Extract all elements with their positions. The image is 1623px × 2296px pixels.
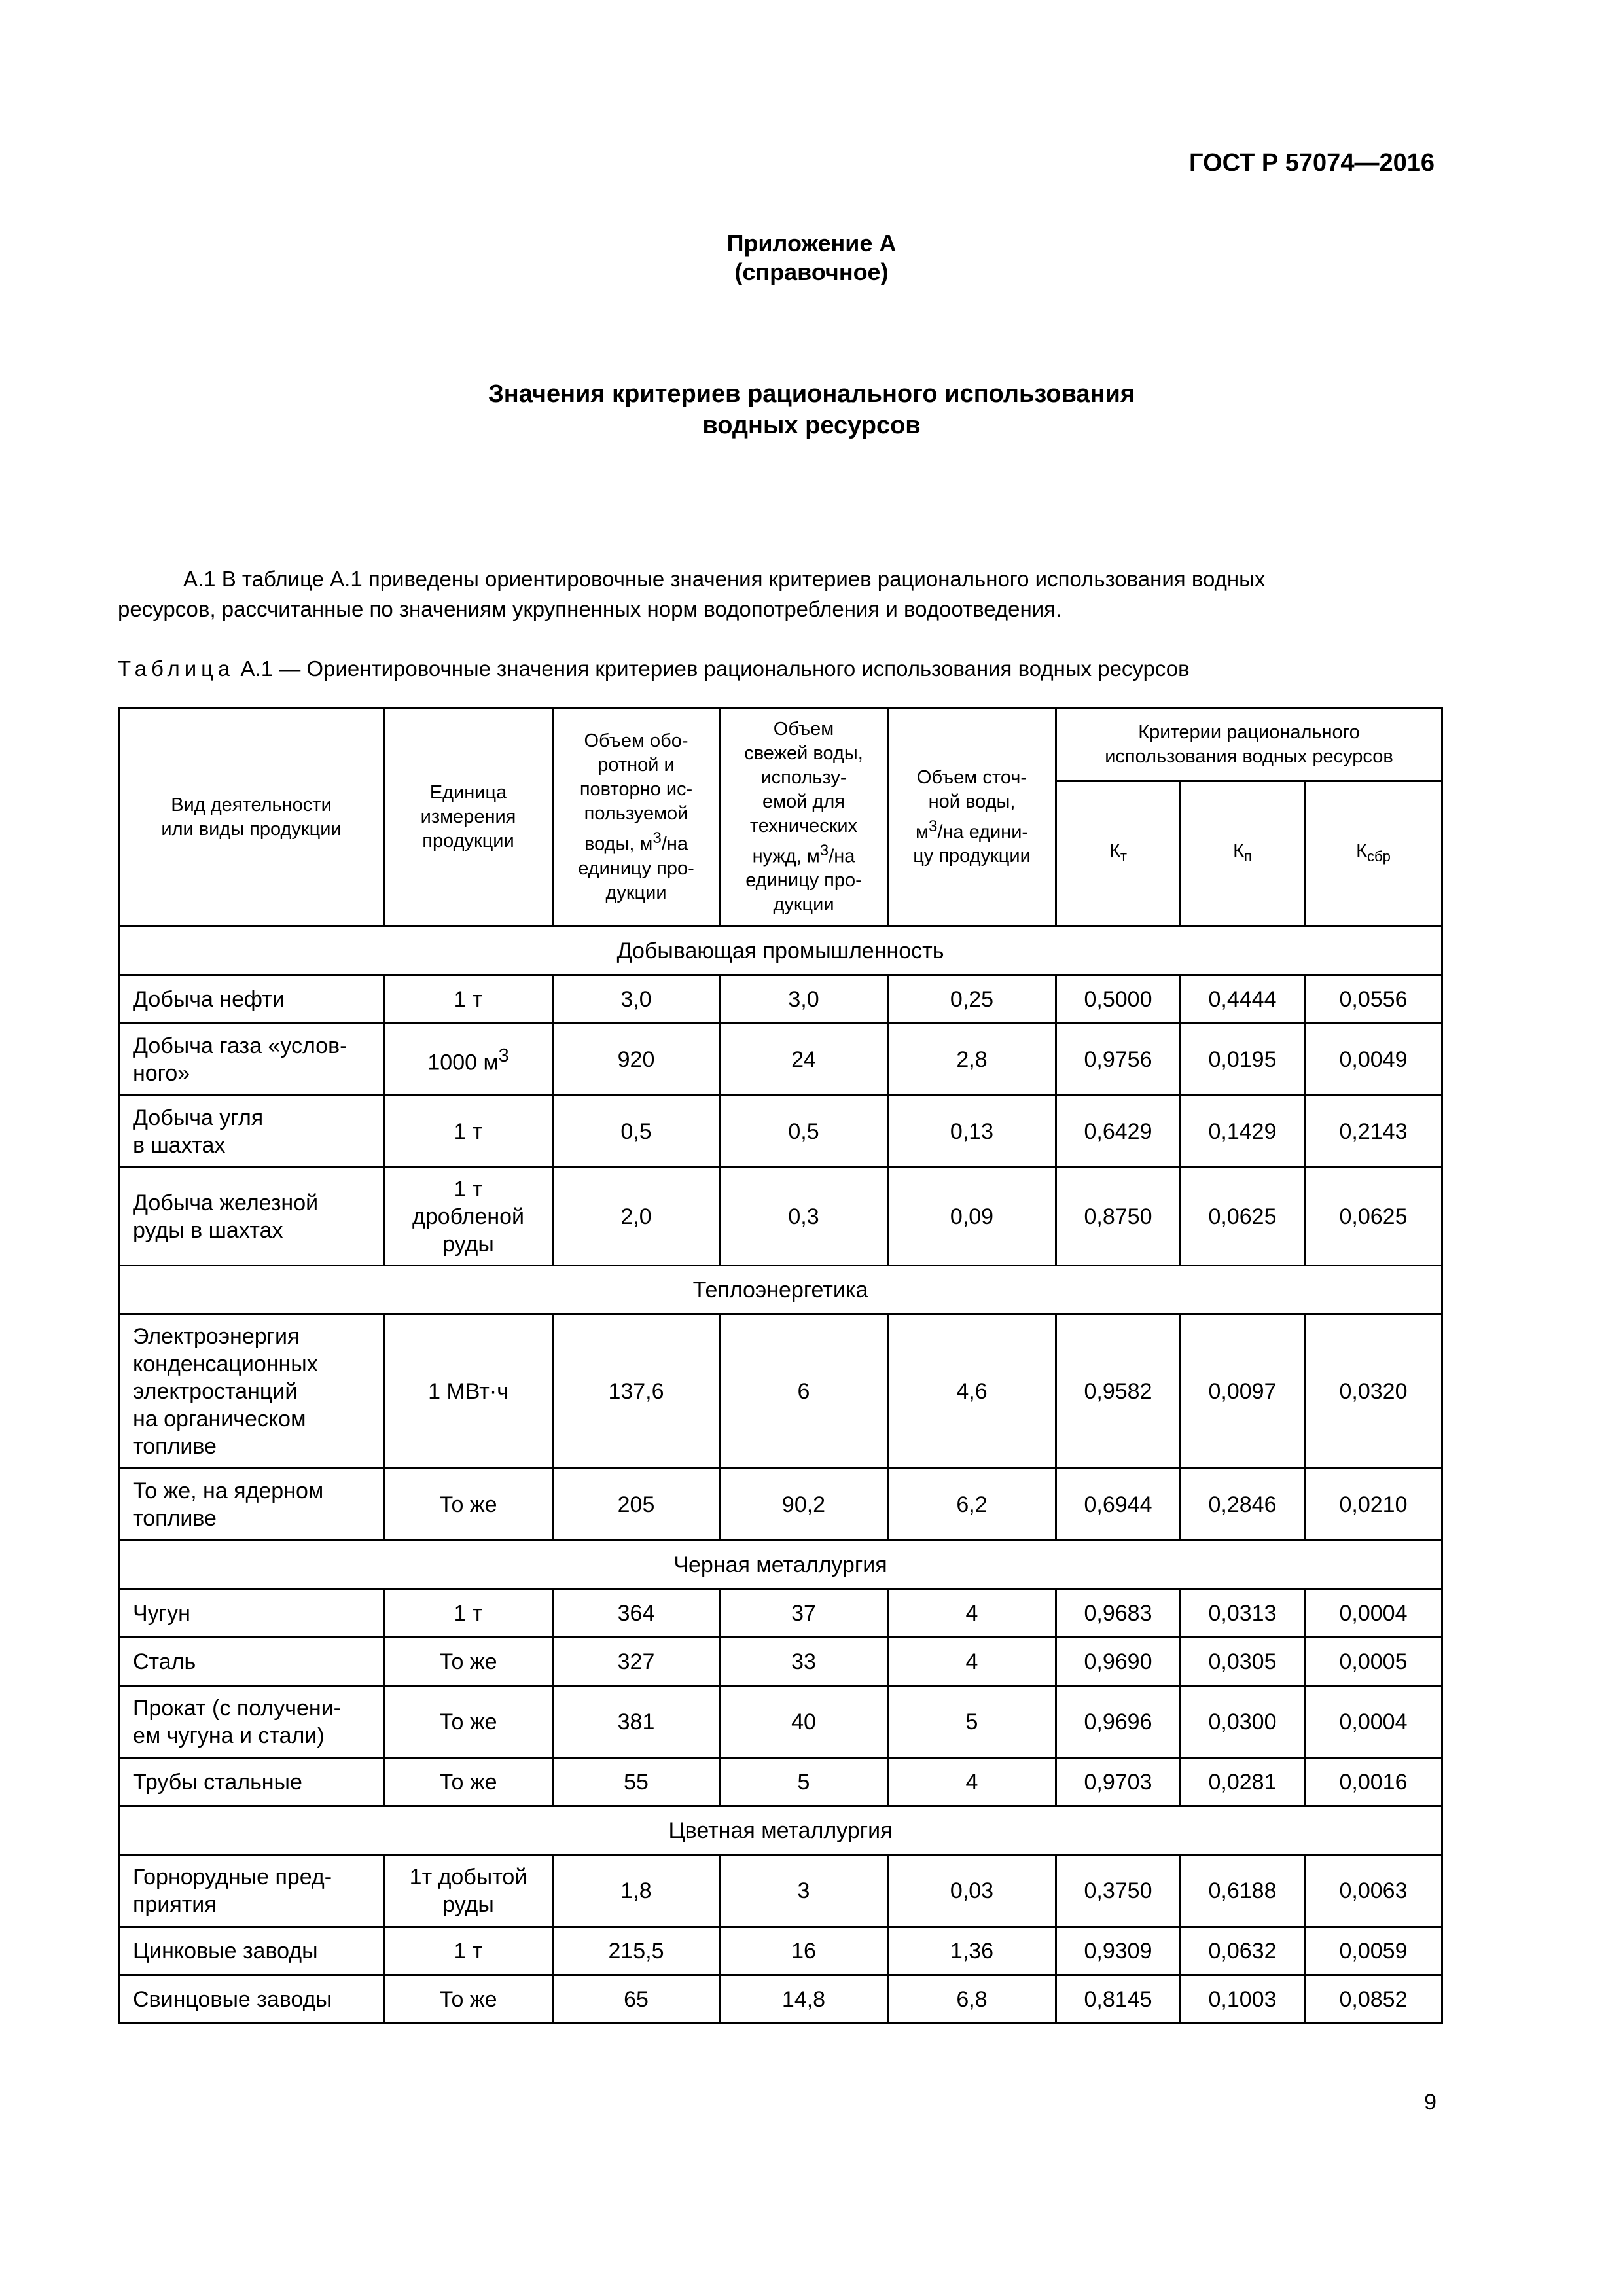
table-row (119, 1686, 1442, 1758)
table-row (119, 1758, 1442, 1806)
table-caption-label: Таблица (118, 656, 235, 681)
k-p-cell: 0,1003 (1181, 1975, 1305, 2024)
recycled-water-cell: 215,5 (553, 1927, 720, 1975)
table-row (119, 1638, 1442, 1686)
header-recycled-water (553, 708, 720, 927)
page-number: 9 (1424, 2090, 1436, 2115)
document-number: ГОСТ Р 57074—2016 (1189, 149, 1435, 177)
recycled-water-cell: 65 (553, 1975, 720, 2024)
section-title-cell: Черная металлургия (119, 1541, 1442, 1589)
waste-water-cell: 0,03 (888, 1855, 1056, 1927)
k-p-cell: 0,0625 (1181, 1168, 1305, 1266)
unit-cell: То же (384, 1638, 553, 1686)
fresh-water-cell: 40 (720, 1686, 888, 1758)
table-row (119, 1975, 1442, 2024)
k-t-cell: 0,8750 (1056, 1168, 1181, 1266)
fresh-water-cell: 0,3 (720, 1168, 888, 1266)
k-t-cell: 0,9756 (1056, 1024, 1181, 1096)
section-title-line-2: водных ресурсов (702, 412, 921, 439)
k-sbr-cell: 0,0005 (1305, 1638, 1442, 1686)
unit-cell: То же (384, 1469, 553, 1541)
unit-cell: 1000 $м^3$ (384, 1024, 553, 1096)
header-fresh-water (720, 708, 888, 927)
k-t-cell: 0,8145 (1056, 1975, 1181, 2024)
k-sbr-cell: 0,0004 (1305, 1686, 1442, 1758)
fresh-water-cell: 90,2 (720, 1469, 888, 1541)
fresh-water-cell: 3 (720, 1855, 888, 1927)
table-caption (118, 656, 1190, 681)
recycled-water-cell: 3,0 (553, 975, 720, 1024)
k-t-cell: 0,9309 (1056, 1927, 1181, 1975)
unit-cell: То же (384, 1975, 553, 2024)
intro-line-1: А.1 В таблице А.1 приведены ориентировочные значения критериев рационального использования водных (183, 567, 1266, 591)
unit-cell: То же (384, 1758, 553, 1806)
waste-water-cell: 0,09 (888, 1168, 1056, 1266)
fresh-water-cell: 3,0 (720, 975, 888, 1024)
activity-cell: Чугун (119, 1589, 384, 1638)
fresh-water-cell: 14,8 (720, 1975, 888, 2024)
section-row (119, 1541, 1442, 1589)
k-p-cell: 0,0097 (1181, 1314, 1305, 1469)
activity-cell: Цинковые заводы (119, 1927, 384, 1975)
waste-water-cell: 0,13 (888, 1096, 1056, 1168)
section-title (0, 378, 1623, 441)
k-p-cell: 0,0281 (1181, 1758, 1305, 1806)
k-p-cell: 0,4444 (1181, 975, 1305, 1024)
unit-cell: 1 т (384, 1096, 553, 1168)
unit-cell: 1 т (384, 1927, 553, 1975)
unit-cell: 1 т дробленой руды (384, 1168, 553, 1266)
activity-cell: Сталь (119, 1638, 384, 1686)
k-t-cell: 0,5000 (1056, 975, 1181, 1024)
waste-water-cell: 4 (888, 1638, 1056, 1686)
table-row (119, 1314, 1442, 1469)
unit-cell: То же (384, 1686, 553, 1758)
k-t-cell: 0,9696 (1056, 1686, 1181, 1758)
table-row (119, 1927, 1442, 1975)
k-sbr-cell: 0,0210 (1305, 1469, 1442, 1541)
waste-water-cell: 2,8 (888, 1024, 1056, 1096)
unit-cell: 1 т (384, 1589, 553, 1638)
intro-line-2: ресурсов, рассчитанные по значениям укрупненных норм водопотребления и водоотведения. (118, 597, 1062, 621)
k-t-cell: 0,9690 (1056, 1638, 1181, 1686)
k-p-cell: 0,0313 (1181, 1589, 1305, 1638)
table-row (119, 1589, 1442, 1638)
k-sbr-cell: 0,0063 (1305, 1855, 1442, 1927)
waste-water-cell: 1,36 (888, 1927, 1056, 1975)
k-sbr-cell: 0,0004 (1305, 1589, 1442, 1638)
fresh-water-cell: 37 (720, 1589, 888, 1638)
appendix-heading (0, 229, 1623, 287)
k-p-cell: 0,0632 (1181, 1927, 1305, 1975)
header-criteria-group (1056, 708, 1442, 781)
k-p-cell: 0,1429 (1181, 1096, 1305, 1168)
recycled-water-cell: 381 (553, 1686, 720, 1758)
section-row (119, 1806, 1442, 1855)
k-p-cell: 0,0195 (1181, 1024, 1305, 1096)
k-sbr-cell: 0,0049 (1305, 1024, 1442, 1096)
fresh-water-cell: 5 (720, 1758, 888, 1806)
recycled-water-cell: 364 (553, 1589, 720, 1638)
section-row (119, 1266, 1442, 1314)
waste-water-cell: 4 (888, 1758, 1056, 1806)
header-k-t: $К_т$ (1056, 781, 1181, 927)
header-k-p: $К_п$ (1181, 781, 1305, 927)
activity-cell: Горнорудные пред- приятия (119, 1855, 384, 1927)
k-p-cell: 0,2846 (1181, 1469, 1305, 1541)
activity-cell: Добыча нефти (119, 975, 384, 1024)
activity-cell: Добыча железной руды в шахтах (119, 1168, 384, 1266)
activity-cell: Трубы стальные (119, 1758, 384, 1806)
header-waste-water (888, 708, 1056, 927)
table-row (119, 1469, 1442, 1541)
fresh-water-cell: 6 (720, 1314, 888, 1469)
k-t-cell: 0,3750 (1056, 1855, 1181, 1927)
k-p-cell: 0,0305 (1181, 1638, 1305, 1686)
recycled-water-cell: 0,5 (553, 1096, 720, 1168)
section-title-cell: Теплоэнергетика (119, 1266, 1442, 1314)
table-row (119, 1024, 1442, 1096)
table-caption-text: А.1 — Ориентировочные значения критериев рационального использования водных ресурсов (234, 656, 1190, 681)
k-p-cell: 0,6188 (1181, 1855, 1305, 1927)
header-unit (384, 708, 553, 927)
waste-water-cell: 6,8 (888, 1975, 1056, 2024)
fresh-water-cell: 16 (720, 1927, 888, 1975)
table-row (119, 1855, 1442, 1927)
k-sbr-cell: 0,0556 (1305, 975, 1442, 1024)
k-p-cell: 0,0300 (1181, 1686, 1305, 1758)
k-t-cell: 0,9582 (1056, 1314, 1181, 1469)
header-criteria-text: Критерии рационального использования водных ресурсов (1105, 721, 1393, 767)
appendix-title: Приложение А (726, 230, 897, 257)
activity-cell: Добыча угля в шахтах (119, 1096, 384, 1168)
k-t-cell: 0,6429 (1056, 1096, 1181, 1168)
recycled-water-cell: 205 (553, 1469, 720, 1541)
header-recycled-text: Объем обо- ротной и повторно ис- пользуемой воды, $м^3/на$ единицу про- дукции (578, 730, 694, 903)
recycled-water-cell: 1,8 (553, 1855, 720, 1927)
table-body (119, 927, 1442, 2024)
k-t-cell: 0,9703 (1056, 1758, 1181, 1806)
recycled-water-cell: 2,0 (553, 1168, 720, 1266)
waste-water-cell: 0,25 (888, 975, 1056, 1024)
k-sbr-cell: 0,2143 (1305, 1096, 1442, 1168)
waste-water-cell: 4,6 (888, 1314, 1056, 1469)
activity-cell: Свинцовые заводы (119, 1975, 384, 2024)
unit-cell: 1т добытой руды (384, 1855, 553, 1927)
activity-cell: То же, на ядерном топливе (119, 1469, 384, 1541)
waste-water-cell: 4 (888, 1589, 1056, 1638)
k-t-cell: 0,6944 (1056, 1469, 1181, 1541)
k-t-cell: 0,9683 (1056, 1589, 1181, 1638)
k-sbr-cell: 0,0059 (1305, 1927, 1442, 1975)
k-sbr-cell: 0,0320 (1305, 1314, 1442, 1469)
activity-cell: Прокат (с получени- ем чугуна и стали) (119, 1686, 384, 1758)
fresh-water-cell: 24 (720, 1024, 888, 1096)
header-activity-text: Вид деятельности или виды продукции (161, 794, 342, 840)
table-header (119, 708, 1442, 927)
recycled-water-cell: 137,6 (553, 1314, 720, 1469)
header-waste-text: Объем сточ- ной воды, $м^3/на$ едини- цу продукции (913, 766, 1031, 867)
section-title-line-1: Значения критериев рационального использования (488, 380, 1135, 408)
waste-water-cell: 6,2 (888, 1469, 1056, 1541)
k-sbr-cell: 0,0016 (1305, 1758, 1442, 1806)
section-title-cell: Добывающая промышленность (119, 927, 1442, 975)
intro-paragraph (118, 564, 1440, 624)
recycled-water-cell: 55 (553, 1758, 720, 1806)
header-k-sbr: $К_{сбр}$ (1305, 781, 1442, 927)
k-sbr-cell: 0,0852 (1305, 1975, 1442, 2024)
table-row (119, 1168, 1442, 1266)
table-row (119, 1096, 1442, 1168)
section-row (119, 927, 1442, 975)
unit-cell: 1 т (384, 975, 553, 1024)
k-sbr-cell: 0,0625 (1305, 1168, 1442, 1266)
fresh-water-cell: 33 (720, 1638, 888, 1686)
activity-cell: Электроэнергия конденсационных электростанций на органическом топливе (119, 1314, 384, 1469)
recycled-water-cell: 327 (553, 1638, 720, 1686)
activity-cell: Добыча газа «услов- ного» (119, 1024, 384, 1096)
header-activity (119, 708, 384, 927)
criteria-table (118, 707, 1443, 2024)
waste-water-cell: 5 (888, 1686, 1056, 1758)
section-title-cell: Цветная металлургия (119, 1806, 1442, 1855)
header-fresh-text: Объем свежей воды, использу- емой для технических нужд, $м^3/на$ единицу про- дукции (744, 718, 863, 916)
unit-cell: 1 МВт·ч (384, 1314, 553, 1469)
table-row (119, 975, 1442, 1024)
fresh-water-cell: 0,5 (720, 1096, 888, 1168)
recycled-water-cell: 920 (553, 1024, 720, 1096)
header-unit-text: Единица измерения продукции (420, 782, 516, 852)
appendix-subtitle: (справочное) (734, 259, 889, 285)
